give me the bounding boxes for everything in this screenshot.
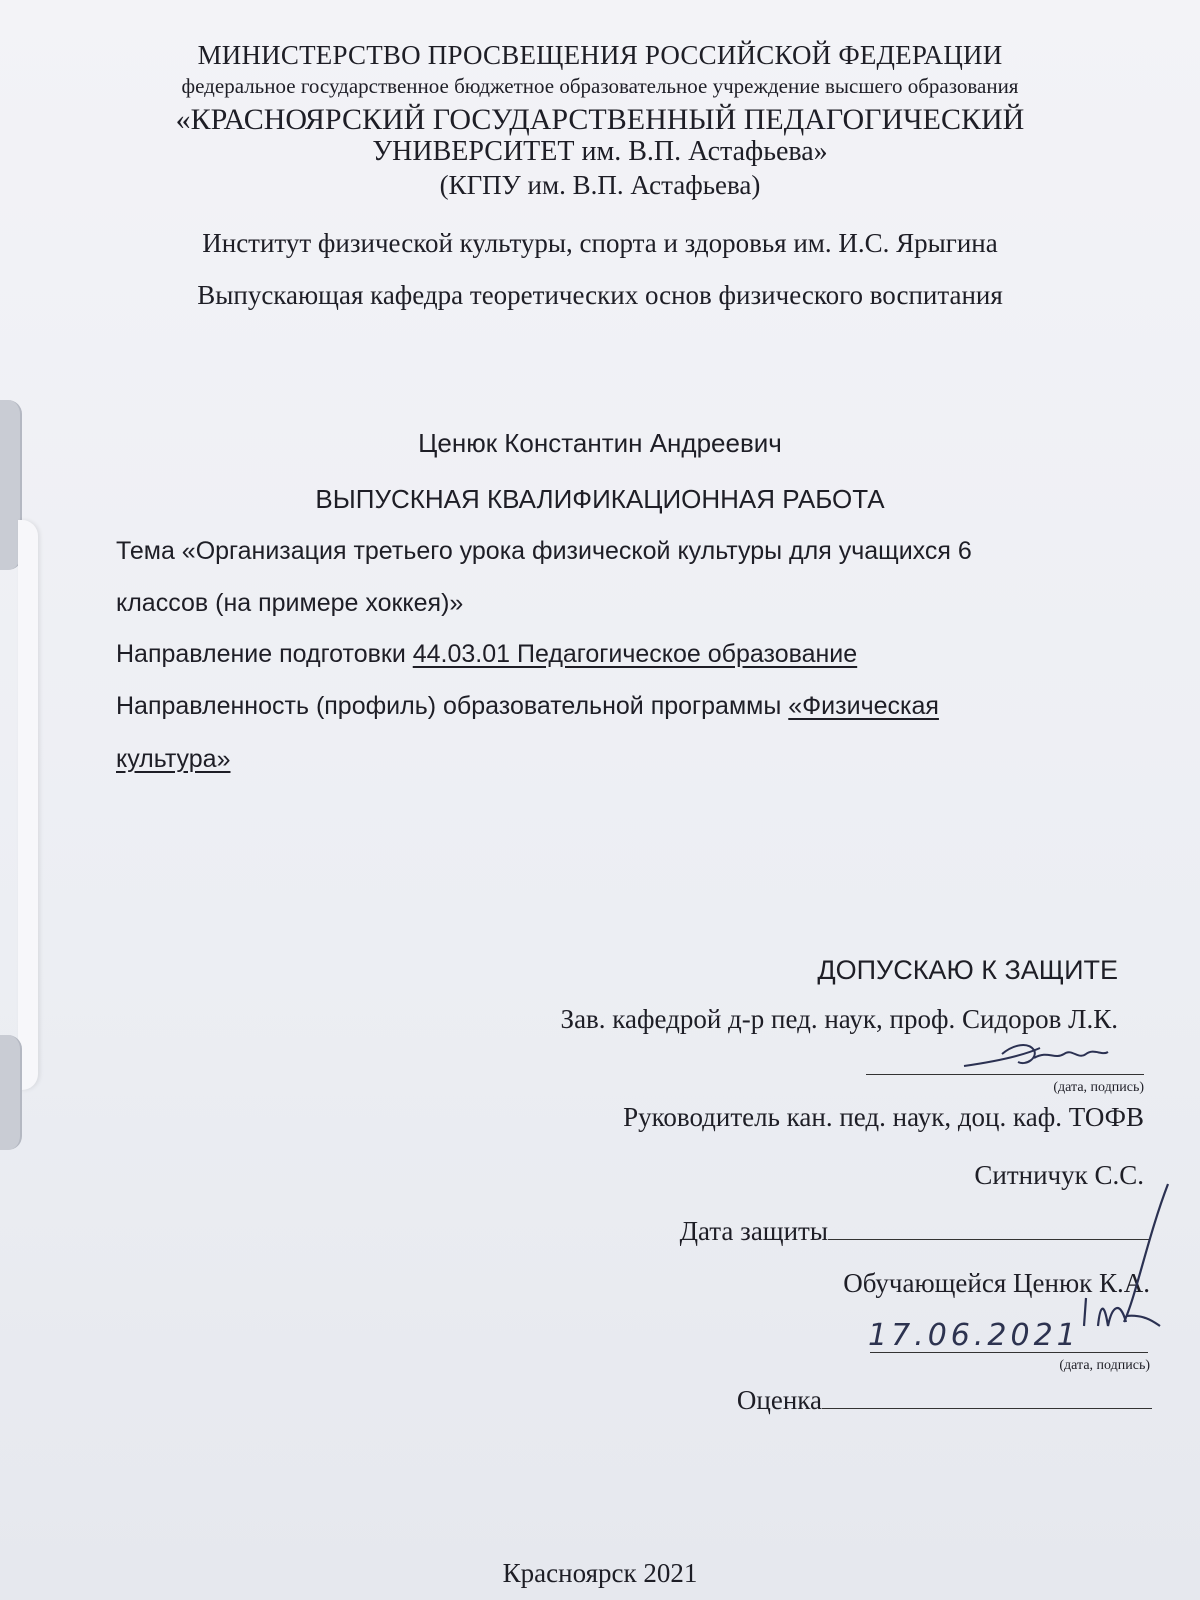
university-name-line2: УНИВЕРСИТЕТ им. В.П. Астафьева» xyxy=(372,136,828,167)
date-signature-caption-1: (дата, подпись) xyxy=(1053,1080,1144,1095)
student-name: Обучающейся Ценюк К.А. xyxy=(843,1268,1150,1298)
institution-type: федеральное государственное бюджетное образовательное учреждение высшего образования xyxy=(181,74,1019,98)
head-signature-line xyxy=(866,1074,1144,1075)
ministry-title: МИНИСТЕРСТВО ПРОСВЕЩЕНИЯ РОССИЙСКОЙ ФЕДЕРАЦИИ xyxy=(197,40,1003,70)
university-short-name: (КГПУ им. В.П. Астафьева) xyxy=(439,170,761,200)
binder-ring-bottom xyxy=(0,1035,22,1150)
department-name: Выпускающая кафедра теоретических основ физического воспитания xyxy=(197,280,1003,310)
department-head: Зав. кафедрой д-р пед. наук, проф. Сидоров Л.К. xyxy=(560,1004,1118,1034)
work-type-title: ВЫПУСКНАЯ КВАЛИФИКАЦИОННАЯ РАБОТА xyxy=(315,484,885,514)
author-name: Ценюк Константин Андреевич xyxy=(418,428,782,458)
admit-to-defense: ДОПУСКАЮ К ЗАЩИТЕ xyxy=(817,955,1118,985)
city-year: Красноярск 2021 xyxy=(502,1558,698,1588)
university-name-line1: «КРАСНОЯРСКИЙ ГОСУДАРСТВЕННЫЙ ПЕДАГОГИЧЕСКИЙ xyxy=(175,103,1025,136)
direction-value: 44.03.01 Педагогическое образование xyxy=(412,640,858,668)
topic-line1: Тема «Организация третьего урока физической культуры для учащихся 6 xyxy=(116,537,972,565)
profile-value-line1: «Физическая xyxy=(788,692,939,720)
direction-line xyxy=(116,640,857,669)
binder-clip xyxy=(18,520,38,1090)
institute-name: Институт физической культуры, спорта и здоровья им. И.С. Ярыгина xyxy=(202,228,998,258)
supervisor-name: Ситничук С.С. xyxy=(974,1160,1144,1190)
topic-line2: классов (на примере хоккея)» xyxy=(116,589,464,617)
direction-label: Направление подготовки xyxy=(116,640,413,668)
profile-line2 xyxy=(116,745,231,774)
profile-value-line2: культура» xyxy=(116,745,231,773)
grade-blank xyxy=(822,1382,1152,1409)
defense-date-label: Дата защиты xyxy=(679,1216,828,1246)
date-signature-caption-2: (дата, подпись) xyxy=(1059,1358,1150,1373)
profile-line1 xyxy=(116,692,939,721)
grade-label: Оценка xyxy=(736,1385,822,1415)
student-signature xyxy=(1064,1176,1174,1366)
handwritten-date: 17.06.2021 xyxy=(868,1318,1080,1353)
profile-label: Направленность (профиль) образовательной программы xyxy=(116,692,789,720)
supervisor-title: Руководитель кан. пед. наук, доц. каф. ТОФВ xyxy=(623,1102,1144,1132)
student-signature-line xyxy=(870,1352,1148,1353)
grade xyxy=(737,1382,1152,1416)
